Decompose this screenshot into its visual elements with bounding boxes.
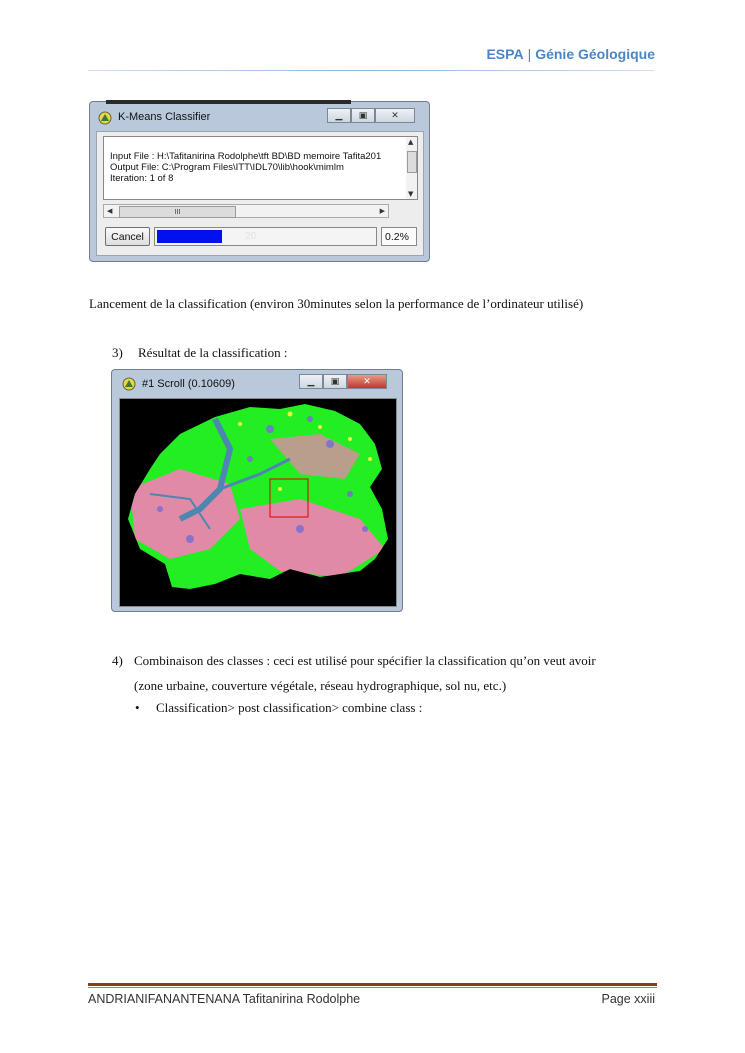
scroll-down-arrow-icon[interactable]: ▼	[408, 190, 414, 198]
scroll-right-arrow-icon[interactable]: ▶	[379, 207, 385, 215]
classified-region-svg	[120, 399, 396, 606]
bullet-item	[135, 700, 422, 716]
progress-ghost-label: 20	[245, 231, 257, 242]
idl-app-icon	[98, 111, 112, 125]
bullet-icon: •	[135, 700, 140, 715]
log-textbox[interactable]	[103, 136, 407, 200]
maximize-icon[interactable]: ▣	[323, 374, 347, 389]
classification-map-image[interactable]	[119, 398, 397, 607]
footer-author: ANDRIANIFANANTENANA Tafitanirina Rodolphe	[88, 992, 361, 1006]
footer-rule	[88, 983, 657, 986]
kmeans-classifier-dialog	[89, 101, 430, 262]
background-window-edge	[106, 100, 351, 104]
bullet-text: Classification> post classification> combine class :	[156, 700, 423, 715]
window-controls	[327, 108, 415, 123]
vertical-scrollbar[interactable]	[406, 136, 418, 200]
list-text-line1: Combinaison des classes : ceci est utilisé pour spécifier la classification qu’on veut avoir	[134, 653, 596, 668]
header-department: Génie Géologique	[535, 46, 655, 62]
scroll-window-title: #1 Scroll (0.10609)	[142, 378, 235, 390]
close-icon[interactable]: ✕	[375, 108, 415, 123]
list-item-4	[112, 648, 672, 698]
idl-app-icon	[122, 377, 136, 391]
maximize-icon[interactable]: ▣	[351, 108, 375, 123]
footer-page-number: Page xxiii	[601, 992, 655, 1006]
minimize-icon[interactable]: ▁	[299, 374, 323, 389]
progress-fill	[157, 230, 222, 243]
scroll-left-arrow-icon[interactable]: ◀	[107, 207, 113, 215]
list-text: Résultat de la classification :	[138, 345, 288, 360]
log-line-iteration: Iteration: 1 of 8	[110, 173, 174, 184]
scroll-window	[111, 369, 403, 612]
header-rule	[88, 70, 654, 71]
footer-rule-thin	[88, 987, 657, 988]
header-school: ESPA	[486, 46, 524, 62]
scroll-up-arrow-icon[interactable]: ▲	[408, 138, 414, 146]
cancel-button[interactable]: Cancel	[105, 227, 150, 246]
list-number: 3)	[112, 345, 123, 360]
percent-readout: 0.2%	[381, 227, 417, 246]
list-number: 4)	[112, 653, 123, 668]
progress-bar	[154, 227, 377, 246]
page-header	[486, 46, 655, 62]
horizontal-scrollbar[interactable]	[103, 204, 389, 218]
window-controls	[299, 374, 387, 389]
dialog-client-area	[96, 131, 424, 256]
list-text-line2: (zone urbaine, couverture végétale, réseau hydrographique, sol nu, etc.)	[134, 678, 507, 693]
minimize-icon[interactable]: ▁	[327, 108, 351, 123]
log-line-input: Input File : H:\Tafitanirina Rodolphe\tft BD\BD memoire Tafita201	[110, 151, 382, 162]
list-item-3	[112, 345, 287, 361]
log-line-output: Output File: C:\Program Files\ITT\IDL70\lib\hook\mimlm	[110, 162, 344, 173]
caption-launch: Lancement de la classification (environ 30minutes selon la performance de l’ordinateur utilisé)	[89, 296, 584, 311]
vertical-scroll-thumb[interactable]	[407, 151, 417, 173]
close-icon[interactable]: ✕	[347, 374, 387, 389]
dialog-title: K-Means Classifier	[118, 111, 211, 123]
horizontal-scroll-thumb[interactable]: III	[119, 206, 236, 218]
header-separator: |	[527, 46, 532, 62]
